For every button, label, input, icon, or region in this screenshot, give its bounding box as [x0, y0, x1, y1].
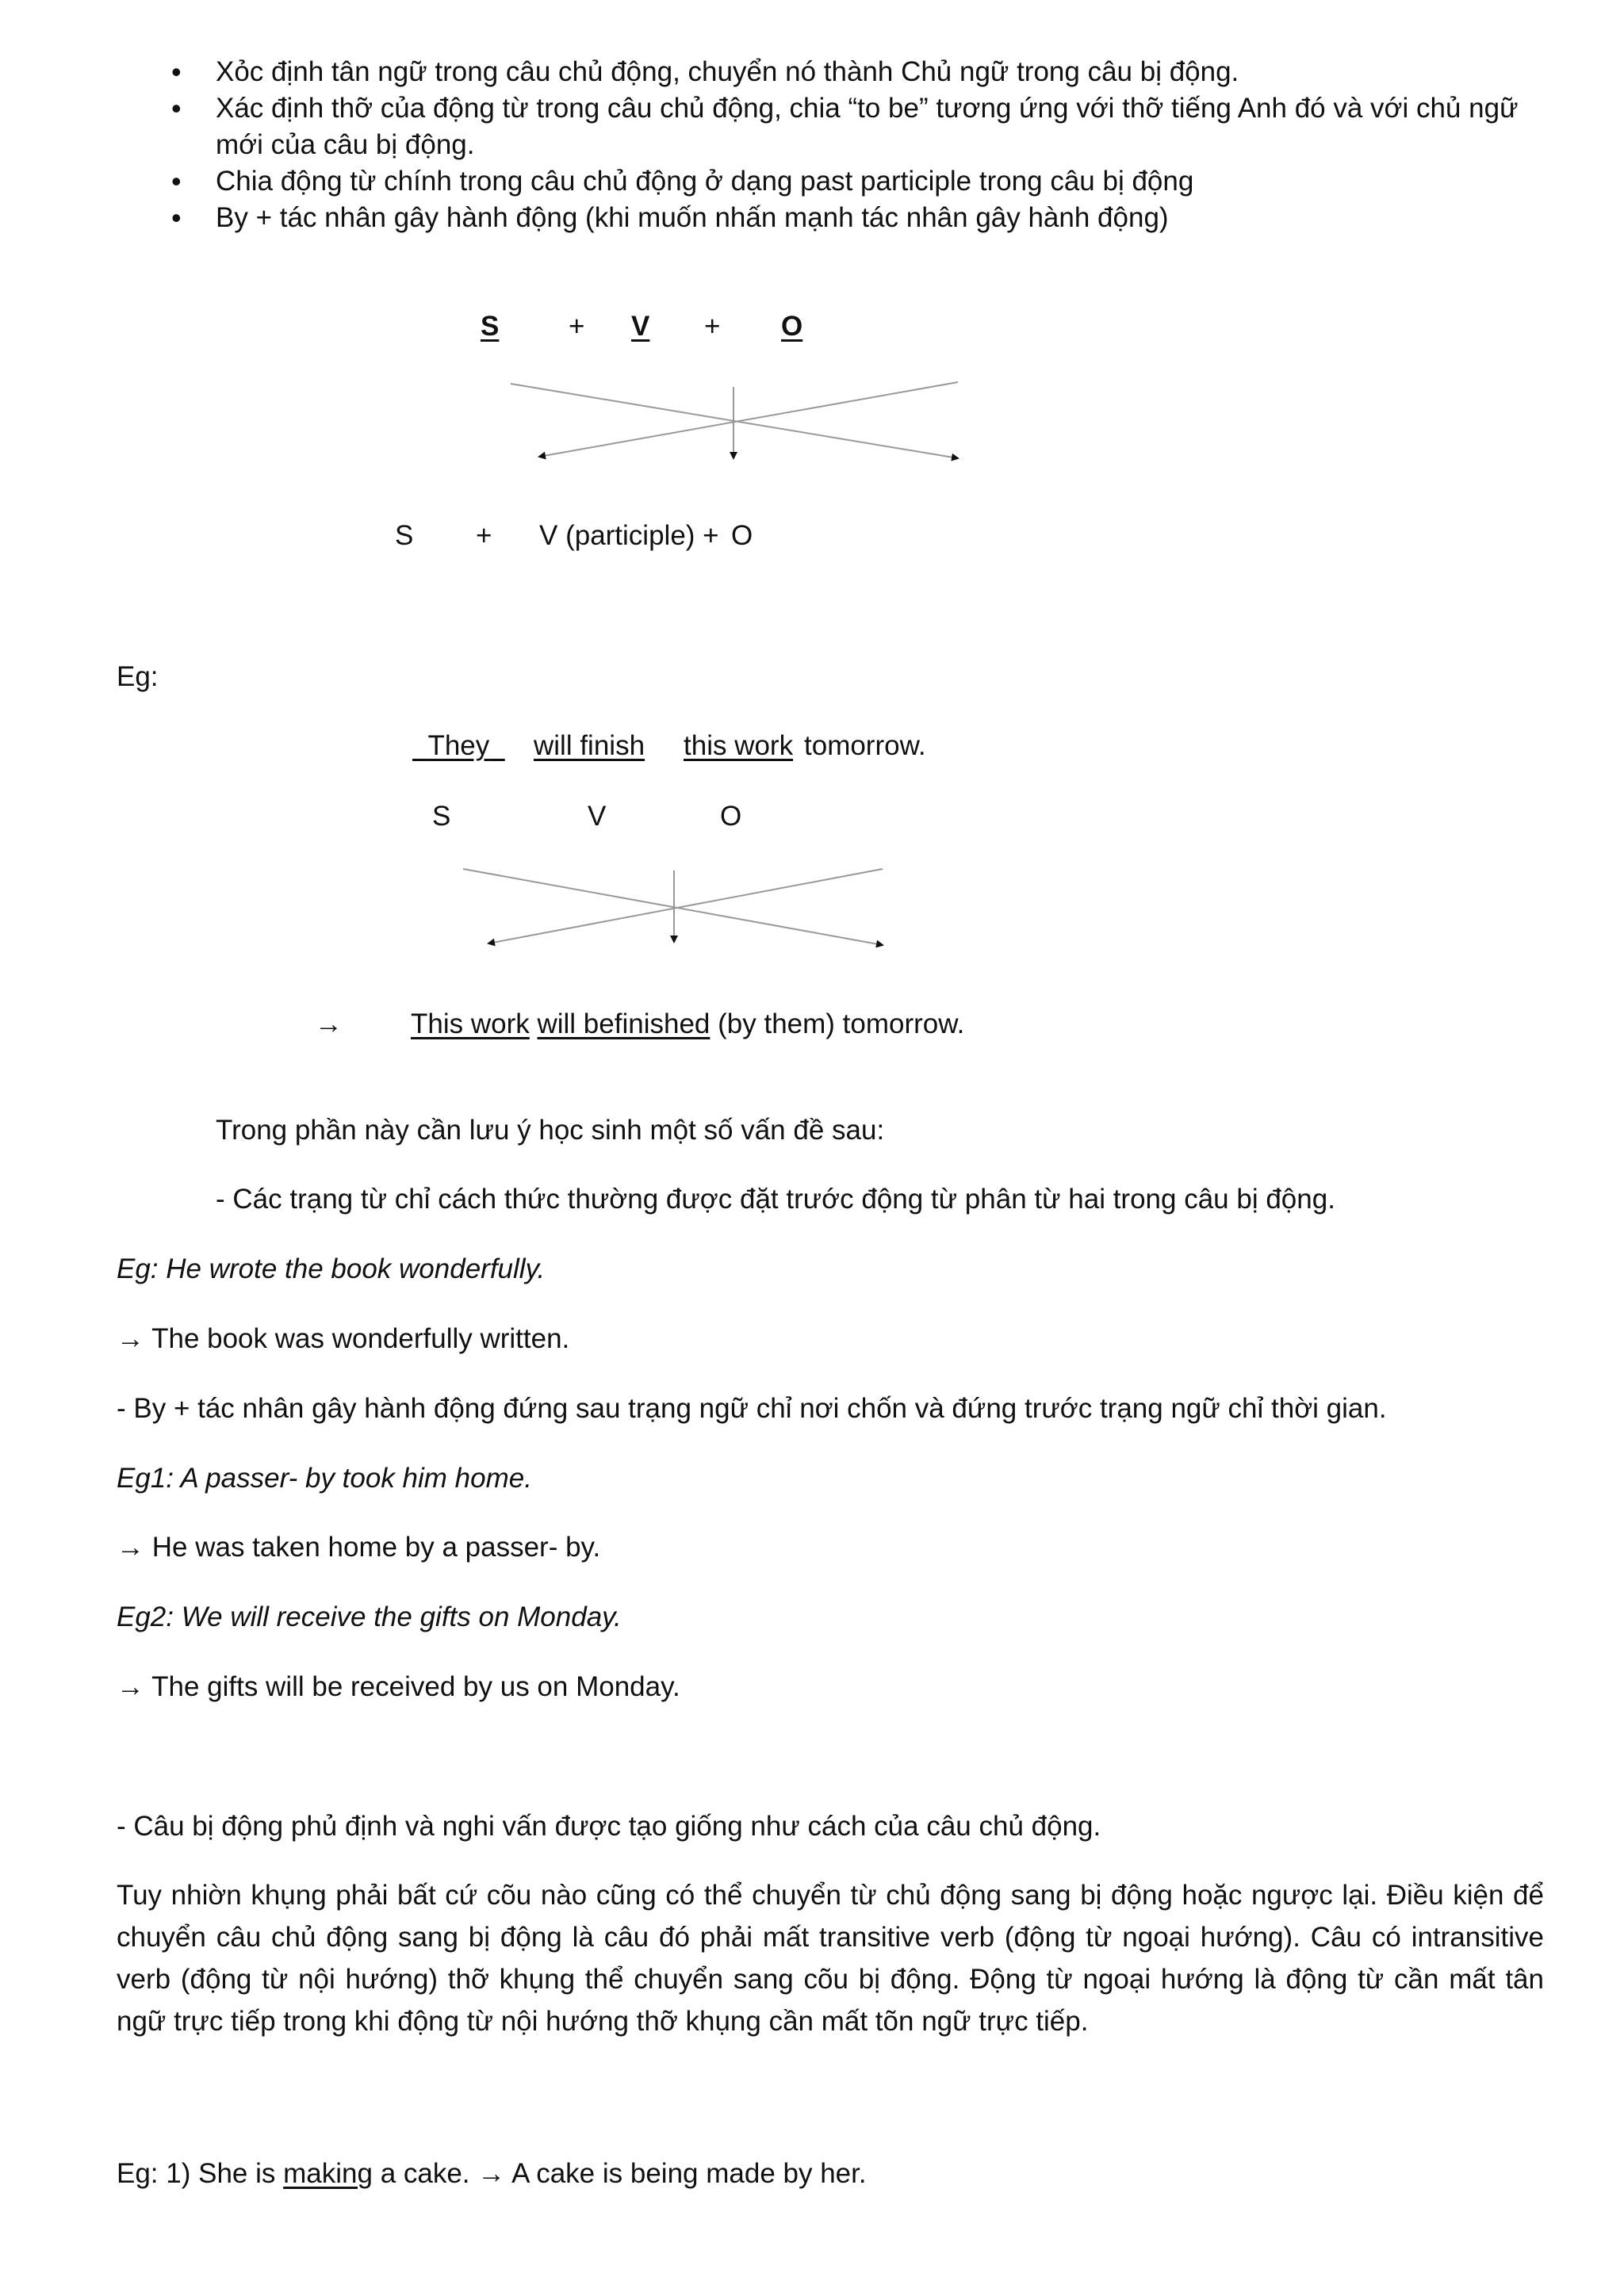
- answer-1-text: He was taken home by a passer- by.: [151, 1532, 601, 1563]
- explanation-paragraph: Tuy nhiờn khụng phải bất cứ cõu nào cũng có thể chuyển từ chủ động sang bị động hoặc ngược lại. Điều kiện để chuyển câu chủ động sang bị động là câu đó phải mất transitive verb (động từ ngoại hướng). Câu có intransitive verb (động từ nội hướng) thỡ khụng thể chuyển sang cõu bị động. Động từ ngoại hướng là động từ cần mất tân ngữ trực tiếp trong khi động từ nội hướng thỡ khụng cần mất tõn ngữ trực tiếp.: [117, 1880, 1544, 2037]
- example-2: Eg2: We will receive the gifts on Monday.: [117, 1601, 622, 1632]
- result-rest: (by them) tomorrow.: [718, 1008, 965, 1039]
- example-they: [412, 730, 505, 762]
- rule-negative-question: - Câu bị động phủ định và nghi vấn được tạo giống như cách của câu chủ động.: [117, 1811, 1101, 1842]
- rule-by-agent: - By + tác nhân gây hành động đứng sau trạng ngữ chỉ nơi chốn và đứng trước trạng ngữ chỉ thời gian.: [117, 1393, 1387, 1424]
- passive-verb: V (participle) +: [539, 520, 719, 551]
- passive-subject: S: [395, 520, 414, 551]
- answer-2: [117, 1671, 680, 1703]
- passive-object: O: [731, 520, 753, 551]
- final-example-verb: making: [283, 2158, 373, 2189]
- example-result: [411, 1008, 964, 1040]
- formula-arrows: [511, 382, 958, 458]
- rule-adverb: - Các trạng từ chỉ cách thức thường được đặt trước động từ phân từ hai trong câu bị động.: [216, 1184, 1335, 1215]
- arrow-icon: →: [315, 1008, 343, 1039]
- final-example: [117, 2158, 867, 2190]
- final-example-result: A cake is being made by her.: [511, 2158, 867, 2189]
- bullet-item: • By + tác nhân gây hành động (khi muốn nhấn mạnh tác nhân gây hành động): [171, 200, 1543, 236]
- passive-plus: +: [476, 520, 492, 551]
- example-label: Eg:: [117, 661, 159, 692]
- example-a: Eg: He wrote the book wonderfully.: [117, 1253, 546, 1284]
- example-tomorrow: tomorrow.: [804, 730, 926, 761]
- bullet-item: • Xỏc định tân ngữ trong câu chủ động, chuyển nó thành Chủ ngữ trong câu bị động.: [171, 54, 1543, 90]
- example-will-finish: will finish: [534, 730, 645, 761]
- formula-plus: +: [704, 311, 721, 342]
- result-subject: This work: [411, 1008, 530, 1039]
- example-v: V: [588, 801, 607, 832]
- answer-a: [117, 1323, 569, 1355]
- arrow-icon: →: [477, 2158, 506, 2189]
- arrow-icon: →: [117, 1323, 144, 1354]
- formula-object: O: [781, 311, 803, 342]
- result-verb: will befinished: [537, 1008, 710, 1039]
- formula-subject: S: [481, 311, 500, 342]
- example-o: O: [720, 801, 742, 832]
- example-this-work: this work: [684, 730, 794, 761]
- bullet-item: • Chia động từ chính trong câu chủ động ở dạng past participle trong câu bị động: [171, 163, 1543, 200]
- example-arrows: [463, 869, 883, 945]
- example-1: Eg1: A passer- by took him home.: [117, 1463, 532, 1494]
- example-they-text: They: [427, 730, 490, 761]
- answer-2-text: The gifts will be received by us on Monday.: [151, 1671, 680, 1702]
- arrow-icon: →: [117, 1671, 144, 1702]
- arrow-icon: →: [117, 1532, 144, 1563]
- formula-plus: +: [569, 311, 585, 342]
- answer-a-text: The book was wonderfully written.: [151, 1323, 570, 1354]
- final-example-prefix: Eg: 1) She is: [117, 2158, 276, 2189]
- notes-intro: Trong phần này cần lưu ý học sinh một số vấn đề sau:: [216, 1115, 885, 1146]
- formula-verb: V: [631, 311, 650, 342]
- bullet-item: • Xác định thỡ của động từ trong câu chủ động, chia “to be” tương ứng với thỡ tiếng Anh đó và với chủ ngữ mới của câu bị động.: [171, 90, 1543, 163]
- final-example-object: a cake.: [380, 2158, 470, 2189]
- answer-1: [117, 1532, 600, 1563]
- example-s: S: [432, 801, 451, 832]
